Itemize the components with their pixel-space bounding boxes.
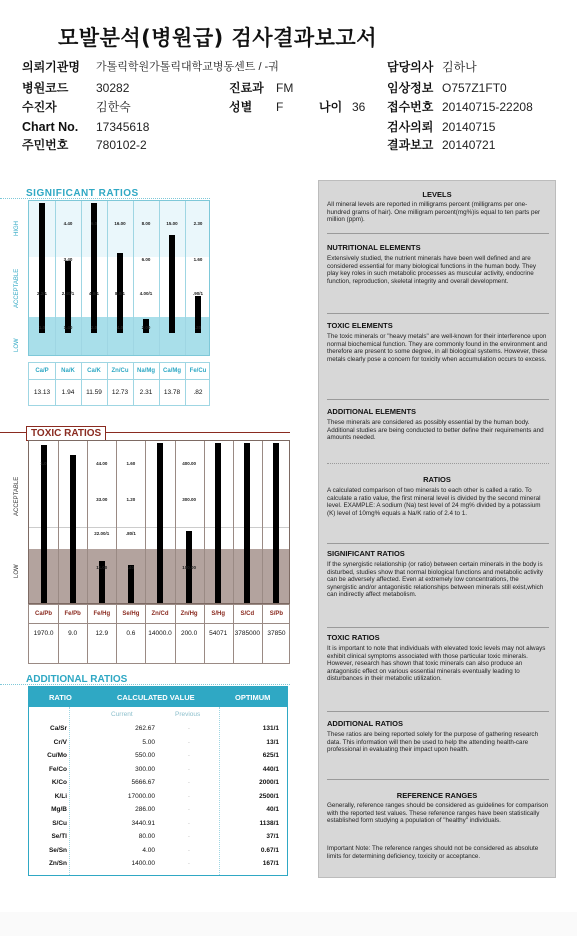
toxic-ratio-label: Ca/Pb (35, 611, 53, 617)
additional-current-cell: 5666.67 (131, 779, 155, 786)
optimum-header: OPTIMUM (235, 693, 271, 702)
additional-current-cell: 4.00 (142, 846, 155, 854)
additional-optimum-cell: 40/1 (266, 806, 279, 813)
additional-name-cell: K/Co (51, 779, 67, 786)
additional-previous-cell: · (187, 819, 191, 827)
additional-name-cell: Mg/B (51, 806, 67, 813)
toxic-tick-label: .40 (127, 565, 135, 570)
toxic-ratio-value: 37850 (267, 630, 286, 637)
toxic-ratio-value: 200.0 (180, 630, 198, 637)
toxic-tick-label: 100.00 (182, 565, 196, 570)
significant-tick-label: 4.0/1 (88, 291, 100, 296)
clinical-value: O757Z1FT0 (442, 81, 507, 95)
significant-tick-label: 8.00 (141, 221, 151, 226)
additional-ratios-text: These ratios are being reported solely for the purpose of gathering research data. This information will then be used to help the attending health-care professional in evaluating their impact upon health. (327, 731, 539, 754)
toxic-ratio-value: 14000.0 (148, 630, 172, 637)
panel-rule-2 (327, 313, 549, 314)
important-note-text: Important Note: The reference ranges should not be considered as absolute limits for determining deficiency, toxicity or acceptance. (327, 845, 539, 860)
significant-tick-label: 4.00/1 (139, 291, 153, 296)
resident-value: 780102-2 (96, 138, 147, 152)
levels-text: All mineral levels are reported in milligrams percent (milligrams per one-hundred grams of hair). One milligram percent(mg%)is equal to ten parts per million (ppm). (327, 201, 541, 224)
toxic-bar-s-cd (244, 443, 250, 604)
toxic-ratios-heading: TOXIC RATIOS (327, 633, 380, 642)
panel-rule-5 (327, 543, 549, 544)
significant-ratio-value: 11.59 (86, 389, 102, 396)
institution-label: 의뢰기관명 (22, 60, 80, 74)
toxic-column-divider (233, 441, 234, 603)
significant-ratio-label: Na/K (61, 368, 75, 374)
additional-name-cell: Fe/Co (48, 765, 67, 773)
age-value: 36 (352, 100, 366, 114)
additional-current-cell: 17000.00 (127, 792, 155, 800)
additional-ratio-row (29, 858, 287, 870)
additional-optimum-cell: 1138/1 (259, 819, 279, 827)
additional-previous-cell: · (187, 792, 191, 800)
additional-previous-cell: · (187, 725, 191, 732)
significant-ratio-label: Ca/Mg (163, 368, 181, 374)
additional-ratio-row (29, 764, 287, 776)
additional-ratio-row (29, 750, 287, 762)
additional-optimum-cell: 2500/1 (259, 792, 279, 800)
additional-previous-cell: · (187, 752, 191, 759)
additional-previous-cell: · (187, 779, 191, 786)
toxic-ratio-value: 12.9 (95, 630, 109, 637)
significant-ratios-table (28, 362, 210, 406)
toxic-bar-s-hg (215, 443, 221, 604)
acceptable-label: ACCEPTABLE (14, 268, 20, 308)
department-label: 진료과 (229, 81, 264, 95)
additional-name-cell: Ca/Sr (50, 725, 67, 732)
toxic-low-label: LOW (14, 564, 20, 578)
patient-value: 김한숙 (96, 100, 131, 114)
current-subheader: Current (111, 711, 133, 718)
sex-label: 성별 (229, 100, 253, 114)
toxic-tick-label: 1.60 (126, 461, 136, 466)
significant-tick-label: 6.0 (90, 221, 98, 226)
significant-tick-label: 2.40/1 (61, 291, 75, 296)
significant-tick-label: 2.0 (90, 325, 98, 330)
significant-ratio-value: 13.13 (33, 389, 51, 396)
additional-optimum-cell: 625/1 (262, 752, 279, 759)
significant-column-divider (55, 201, 56, 355)
significant-bar-ca-mg (169, 235, 175, 333)
toxic-tick-label: 11.00 (96, 565, 108, 570)
additional-optimum-cell: 2000/1 (259, 779, 279, 786)
ratios-text: A calculated comparison of two minerals to each other is called a ratio. To calculate a ratio value, the first mineral level is divided by the second mineral level. EXAMPLE: A sodium (Na) test level of 24 mg% divided by a potassium (K) level of 10mg% equals a Na/K ratio of 2.4 to 1. (327, 487, 541, 517)
additional-name-cell: Zn/Sn (48, 860, 67, 867)
chart-no-label: Chart No. (22, 120, 79, 134)
toxic-ratio-label: Se/Hg (122, 611, 140, 617)
toxic-ratio-label: Zn/Hg (180, 611, 198, 617)
additional-ratios-table (28, 686, 288, 876)
significant-tick-label: 1.40 (63, 325, 73, 330)
significant-ratio-label: Zn/Cu (111, 368, 129, 374)
toxic-ratio-value: 9.0 (68, 630, 78, 637)
report-title: 모발분석(병원급) 검사결과보고서 (58, 26, 378, 50)
ratios-heading: RATIOS (423, 475, 451, 484)
significant-bar-na-k (65, 261, 71, 333)
additional-ratio-row (29, 831, 287, 843)
toxic-ratio-label: S/Cd (240, 611, 255, 617)
toxic-elements-text: The toxic minerals or "heavy metals" are well-known for their interference upon normal biochemical function. They are commonly found in the environment and therefore are present to some degree, in all biological systems. However, these metals clearly pose a concern for toxicity when accumulation occurs to excess. (327, 333, 548, 363)
doctor-value: 김하나 (442, 60, 477, 74)
additional-previous-cell: · (187, 806, 191, 813)
clinical-label: 임상정보 (387, 81, 434, 95)
toxic-ratio-label: Fe/Hg (93, 611, 111, 617)
page-bottom-margin (0, 912, 577, 936)
additional-ratio-row (29, 804, 287, 816)
doctor-label: 담당의사 (387, 60, 434, 74)
additional-previous-cell: · (187, 860, 191, 867)
request-label: 검사의뢰 (387, 120, 434, 134)
toxic-ratio-value: 3785000 (234, 630, 260, 637)
significant-tick-label: 8.0/1 (114, 291, 126, 296)
high-band (29, 201, 209, 257)
toxic-column-divider (204, 441, 205, 603)
additional-optimum-cell: 0.67/1 (260, 846, 279, 854)
toxic-row-separator (29, 623, 289, 624)
toxic-tick-label: 33.00 (96, 497, 108, 502)
ratio-header: RATIO (49, 693, 72, 702)
significant-text: If the synergistic relationship (or ratio) between certain minerals in the body is disturbed, studies show that normal biological functions and metabolic activity can be adversely affected. Even at extremely low concentrations, the synergistic and/or antagonistic relationships between minerals still exist,which can indirectly affect metabolism. (327, 561, 544, 599)
toxic-tick-label: 300.00 (182, 497, 196, 502)
reception-value: 20140715-22208 (442, 100, 533, 114)
panel-rule-3 (327, 399, 549, 400)
significant-ratio-label: Na/Mg (137, 368, 155, 374)
additional-current-cell: 1400.00 (131, 860, 155, 867)
toxic-ratio-label: Zn/Cd (151, 611, 169, 617)
significant-column-divider (159, 201, 160, 355)
panel-rule-1 (327, 233, 549, 234)
toxic-ratio-label: S/Pb (269, 611, 284, 617)
significant-tick-label: 15.00 (166, 221, 178, 226)
request-value: 20140715 (442, 120, 496, 134)
additional-name-cell: Se/Sn (48, 846, 67, 854)
explanation-panel (318, 180, 556, 878)
toxic-bar-zn-cd (157, 443, 163, 604)
significant-tick-label: 1.60 (193, 257, 203, 262)
toxic-tick-label: 22.00/1 (94, 531, 110, 536)
additional-optimum-cell: 131/1 (262, 725, 279, 732)
significant-tick-label: .20 (194, 325, 202, 330)
additional-name-cell: Cr/V (53, 738, 67, 746)
additional-current-cell: 300.00 (135, 765, 155, 773)
toxic-column-divider (116, 441, 117, 603)
toxic-tick-label: .80/1 (125, 531, 136, 536)
additional-elements-heading: ADDITIONAL ELEMENTS (327, 407, 417, 416)
significant-column-divider (133, 201, 134, 355)
additional-ratios-title: ADDITIONAL RATIOS (26, 674, 128, 685)
additional-name-cell: Cu/Mo (47, 752, 67, 759)
additional-ratio-row (29, 737, 287, 749)
high-label: HIGH (14, 221, 20, 236)
significant-tick-label: 2.30 (193, 221, 203, 226)
significant-tick-label: 2.00 (141, 325, 151, 330)
toxic-ratios-text: It is important to note that individuals with elevated toxic levels may not always exhibit clinical symptoms associated with those particular toxic minerals. However, research has shown that toxic minerals can also produce an antagonistic effect on various essential minerals eventually leading to disturbances in their metabolic utilization. (327, 645, 546, 683)
nutritional-text: Extensively studied, the nutrient minerals have been well defined and are considered essential for many biological functions in the human body. They play key roles in such metabolic processes as muscular activity, endocrine function, reproduction, skeletal integrity and overall development. (327, 255, 537, 285)
toxic-bar-ca-pb (41, 445, 47, 604)
toxic-bar-fe-pb (70, 455, 76, 604)
toxic-ratio-value: 54071 (209, 630, 228, 637)
significant-bar-ca-p (36, 203, 48, 333)
significant-ratios-chart (28, 200, 210, 356)
significant-ratio-label: Ca/P (35, 368, 49, 374)
levels-heading: LEVELS (422, 190, 452, 199)
resident-label: 주민번호 (22, 138, 69, 152)
toxic-tick-label: 1.20 (126, 497, 136, 502)
additional-optimum-cell: 13/1 (266, 738, 279, 746)
toxic-column-divider (58, 441, 59, 603)
panel-rule-7 (327, 711, 549, 712)
toxic-ratio-label: Fe/Pb (64, 611, 81, 617)
significant-ratio-value: 2.31 (139, 389, 153, 396)
additional-previous-cell: · (187, 738, 191, 746)
toxic-ratios-table (28, 604, 290, 664)
additional-ratios-heading: ADDITIONAL RATIOS (327, 719, 403, 728)
significant-tick-label: .90/1 (192, 291, 204, 296)
significant-heading: SIGNIFICANT RATIOS (327, 549, 405, 558)
additional-rule (0, 684, 290, 685)
significant-tick-label: 4.40 (63, 221, 73, 226)
toxic-ratio-value: 1970.0 (33, 630, 54, 637)
significant-column-divider (107, 201, 108, 355)
toxic-column-divider (87, 441, 88, 603)
significant-ratio-value: 1.94 (61, 389, 75, 396)
nutritional-heading: NUTRITIONAL ELEMENTS (327, 243, 421, 252)
additional-previous-cell: · (187, 833, 191, 840)
additional-optimum-cell: 440/1 (262, 765, 279, 773)
significant-ratio-value: 12.73 (111, 389, 129, 396)
toxic-tick-label: 400.00 (182, 461, 196, 466)
panel-rule-6 (327, 627, 549, 628)
toxic-column-divider (175, 441, 176, 603)
additional-current-cell: 80.00 (138, 833, 155, 840)
additional-name-cell: Se/Tl (51, 833, 67, 840)
additional-ratio-row (29, 723, 287, 735)
significant-column-divider (185, 201, 186, 355)
additional-elements-text: These minerals are considered as possibly essential by the human body. Additional studies are being conducted to better define their requirements and amounts needed. (327, 419, 544, 442)
additional-table-header (29, 687, 287, 707)
toxic-tick-label: 1.0 (40, 461, 47, 466)
department-value: FM (276, 81, 294, 95)
age-label: 나이 (319, 100, 343, 114)
toxic-tick-label: 44.00 (96, 461, 108, 466)
hospital-code-value: 30282 (96, 81, 130, 95)
toxic-bar-se-hg (128, 565, 134, 604)
chart-no-value: 17345618 (96, 120, 150, 134)
significant-ratio-value: 13.78 (163, 389, 181, 396)
result-label: 결과보고 (387, 138, 434, 152)
additional-optimum-cell: 167/1 (262, 860, 279, 867)
significant-ratio-label: Ca/K (87, 368, 101, 374)
additional-current-cell: 5.00 (142, 738, 155, 746)
additional-ratio-row (29, 845, 287, 857)
reference-text: Generally, reference ranges should be considered as guidelines for comparison with the reported test values. These reference ranges have been statistically established form studying a population of "healthy" individuals. (327, 802, 549, 825)
toxic-elements-heading: TOXIC ELEMENTS (327, 321, 393, 330)
additional-ratio-row (29, 818, 287, 830)
additional-optimum-cell: 37/1 (266, 833, 279, 840)
additional-previous-cell: · (187, 765, 191, 773)
significant-tick-label: 1.0 (38, 325, 46, 330)
significant-column-divider (81, 201, 82, 355)
additional-current-cell: 262.67 (135, 725, 155, 732)
patient-label: 수진자 (22, 100, 57, 114)
calculated-value-header: CALCULATED VALUE (117, 693, 195, 702)
significant-tick-label: 6.00 (141, 257, 151, 262)
significant-row-separator (29, 379, 209, 380)
toxic-column-divider (145, 441, 146, 603)
panel-rule-4 (327, 463, 549, 464)
institution-value: 가톨릭학원가톨릭대학교병동센트 / -궈 (96, 61, 279, 73)
low-label: LOW (14, 338, 20, 352)
significant-tick-label: 16.00 (114, 221, 126, 226)
additional-current-cell: 3440.91 (131, 819, 155, 827)
significant-rule (0, 198, 210, 199)
additional-ratio-row (29, 777, 287, 789)
significant-tick-label: 3.40 (63, 257, 73, 262)
significant-tick-label: 2.2/1 (36, 291, 48, 296)
toxic-column-divider (262, 441, 263, 603)
additional-name-cell: K/Li (54, 792, 67, 800)
reference-heading: REFERENCE RANGES (396, 791, 478, 800)
additional-current-cell: 550.00 (135, 752, 155, 759)
result-value: 20140721 (442, 138, 496, 152)
toxic-ratio-label: S/Hg (211, 611, 226, 617)
additional-name-cell: S/Cu (52, 819, 67, 827)
toxic-ratios-chart (28, 440, 290, 604)
significant-ratios-title: SIGNIFICANT RATIOS (26, 188, 139, 199)
hospital-code-label: 병원코드 (22, 81, 69, 95)
additional-previous-cell: · (187, 846, 191, 854)
reception-label: 접수번호 (387, 100, 434, 114)
sex-value: F (276, 100, 284, 114)
toxic-ratios-title: TOXIC RATIOS (26, 426, 106, 441)
toxic-acceptable-label: ACCEPTABLE (14, 476, 20, 516)
toxic-bar-s-pb (273, 443, 279, 604)
significant-tick-label: 4.0 (116, 325, 124, 330)
significant-ratio-value: .82 (193, 389, 203, 396)
panel-rule-8 (327, 779, 549, 780)
significant-ratio-label: Fe/Cu (189, 368, 207, 374)
toxic-ratio-value: 0.6 (126, 630, 136, 637)
additional-ratio-row (29, 791, 287, 803)
additional-current-cell: 286.00 (135, 806, 155, 813)
previous-subheader: Previous (175, 711, 201, 718)
